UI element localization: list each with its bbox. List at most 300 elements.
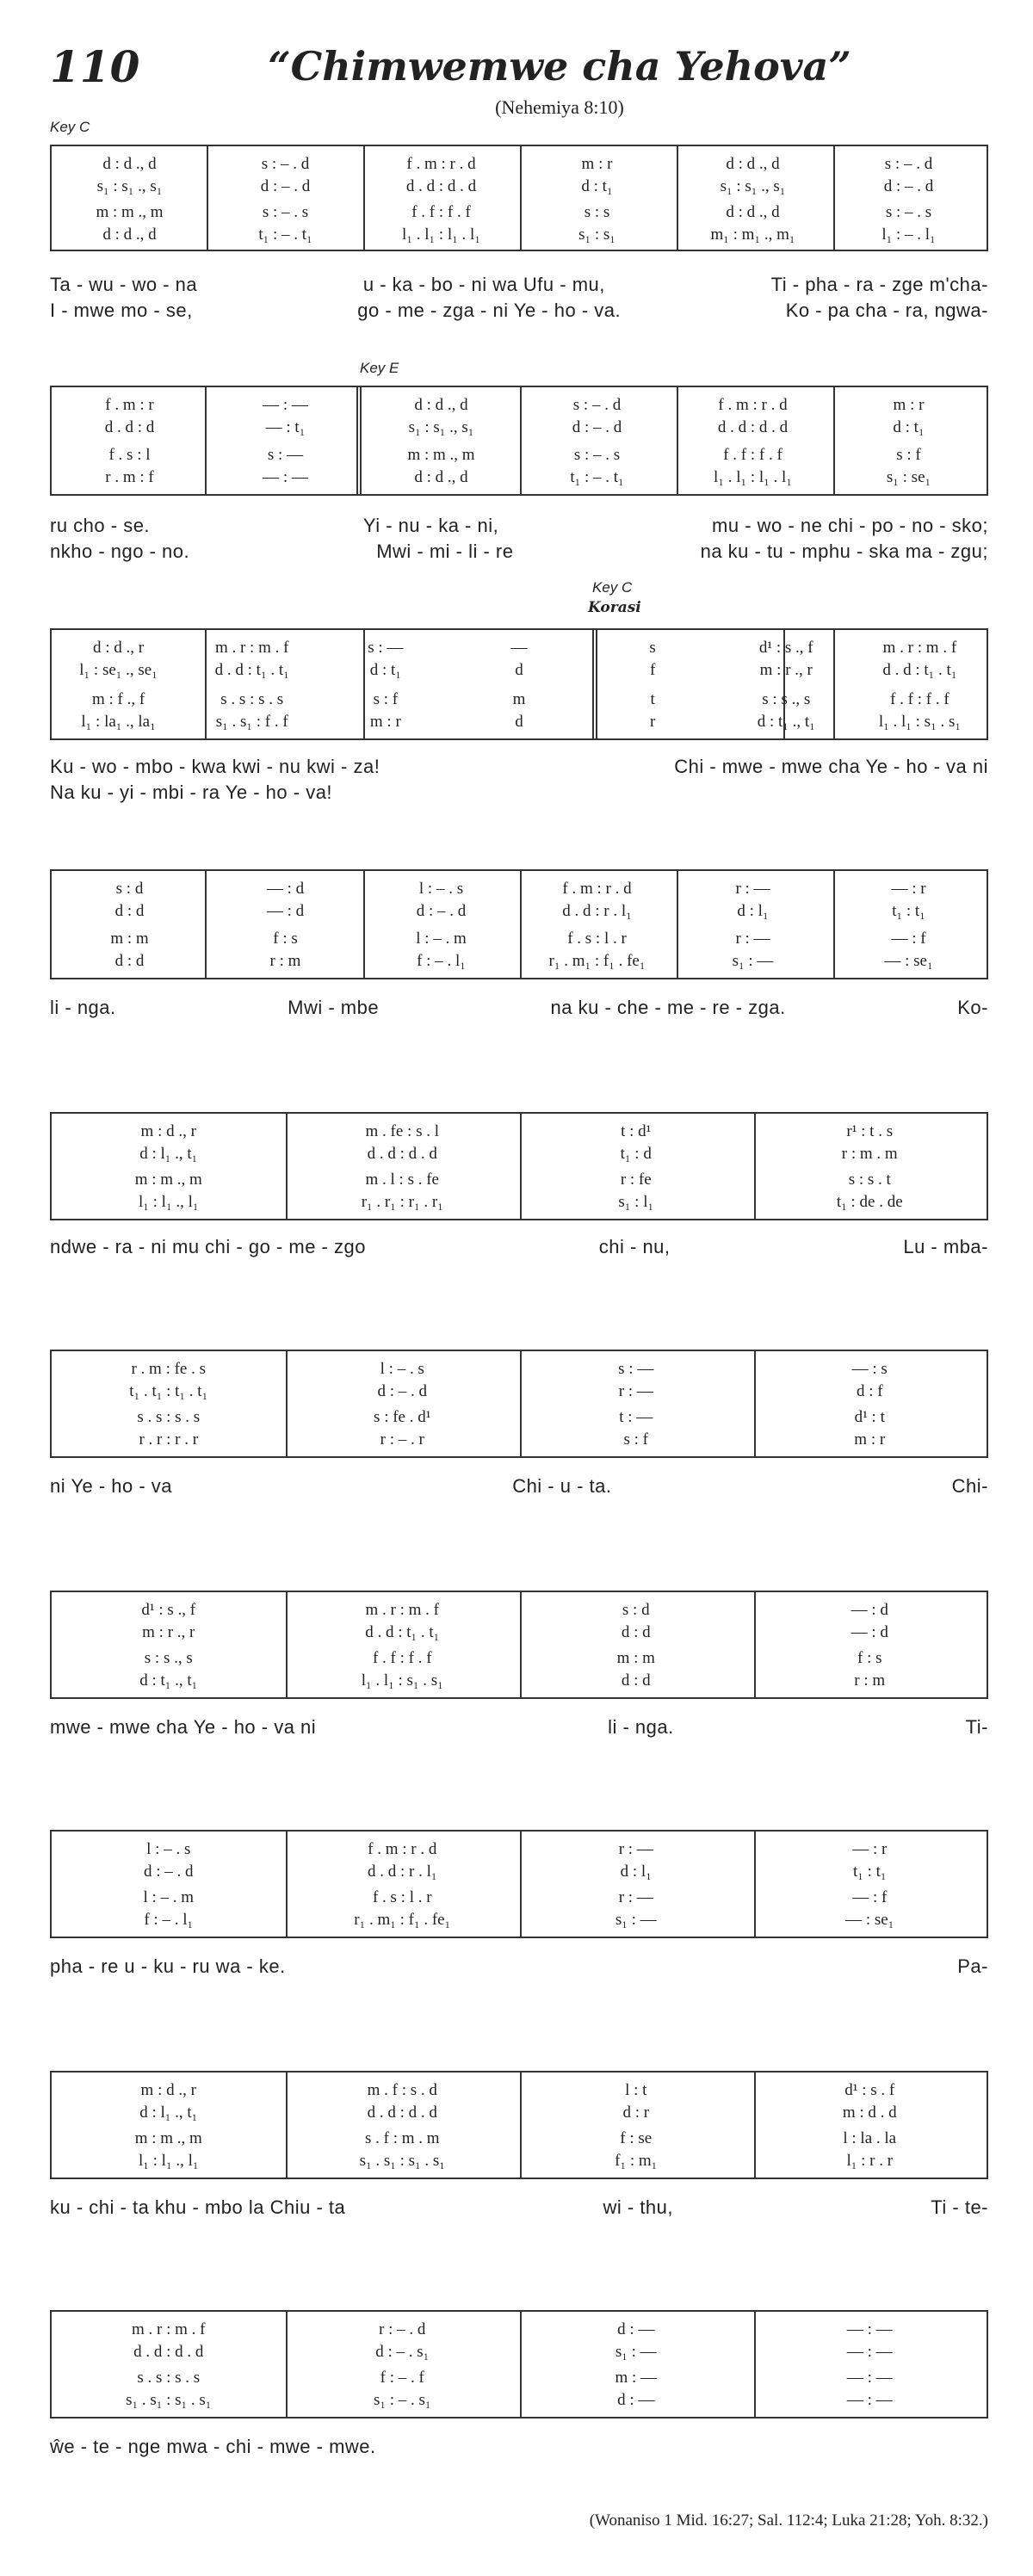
segment: f . f : f . f — [411, 203, 471, 221]
segment: s : f — [623, 1430, 648, 1449]
lyrics-block — [50, 997, 988, 1022]
segment: d : d ., d — [102, 155, 157, 173]
segment: — : f — [891, 930, 926, 948]
segment: s . s : s . s — [220, 690, 284, 708]
segment: — : se₁ — [884, 952, 933, 970]
segment: m : d ., r — [140, 1122, 196, 1140]
segment: m . fe : s . l — [365, 1122, 439, 1140]
segment: s₁ : s₁ ., s₁ — [408, 418, 474, 436]
lyrics-block — [50, 756, 988, 807]
segment: Ko- — [957, 997, 988, 1018]
segment: — : d — [851, 1623, 888, 1641]
segment: t₁ : – . t₁ — [258, 225, 312, 244]
segment: — : s — [851, 1360, 888, 1378]
staff-system — [50, 1591, 988, 1699]
segment: d : – . d — [572, 418, 622, 436]
segment: s : f — [896, 446, 921, 464]
segment: — : — — [263, 396, 308, 414]
segment: s₁ : — — [732, 952, 774, 970]
segment: d : f — [856, 1382, 883, 1400]
segment: f . m : r . d — [368, 1840, 437, 1858]
segment: s₁ : — — [615, 1911, 657, 1929]
solfa-row — [52, 155, 987, 177]
solfa-row — [52, 1430, 987, 1453]
segment: d : d — [621, 1671, 651, 1690]
segment: ndwe - ra - ni mu chi - go - me - zgo — [50, 1236, 366, 1257]
solfa-row — [52, 1408, 987, 1430]
solfa-row — [52, 952, 987, 974]
segment: — : f — [852, 1888, 888, 1906]
segment: I - mwe mo - se, — [50, 300, 193, 321]
solfa-row — [52, 2320, 987, 2343]
korasi-label: Korasi — [588, 599, 641, 616]
solfa-row — [52, 396, 987, 418]
segment: Chi - mwe - mwe cha Ye - ho - va ni — [674, 756, 988, 777]
segment: f . m : r . d — [406, 155, 476, 173]
segment: r₁ . r₁ : r₁ . r₁ — [361, 1193, 443, 1211]
segment: Na ku - yi - mbi - ra Ye - ho - va! — [50, 781, 333, 803]
segment: f . f : f . f — [890, 690, 949, 708]
segment: ku - chi - ta khu - mbo la Chiu - ta — [50, 2196, 346, 2218]
segment: Ti - te- — [931, 2196, 988, 2218]
segment: wi - thu, — [603, 2196, 674, 2218]
segment: m : r — [854, 1430, 886, 1449]
segment: r . m : f — [105, 468, 154, 486]
segment: l₁ : – . l₁ — [881, 225, 936, 244]
segment: t₁ : t₁ — [892, 902, 925, 920]
segment: f . m : r . d — [718, 396, 788, 414]
segment: u - ka - bo - ni wa Ufu - mu, — [362, 274, 605, 295]
segment: d : t₁ ., t₁ — [139, 1671, 198, 1690]
segment: d : d ., d — [414, 468, 468, 486]
segment: m : m — [616, 1649, 655, 1667]
solfa-row — [52, 902, 987, 924]
segment: s₁ . s₁ : s₁ . s₁ — [126, 2391, 212, 2409]
segment: Pa- — [957, 1955, 988, 1977]
solfa-row — [52, 930, 987, 952]
segment: r : — — [618, 1888, 653, 1906]
solfa-row — [52, 418, 987, 441]
segment: ru cho - se. — [50, 515, 151, 536]
key-label: Key C — [50, 119, 90, 135]
segment: f . s : l . r — [372, 1888, 432, 1906]
segment: m : — — [615, 2369, 658, 2387]
segment: Ko - pa cha - ra, ngwa- — [785, 300, 988, 321]
segment: s₁ : se₁ — [886, 468, 931, 486]
segment: d . d : t₁ . t₁ — [365, 1623, 440, 1641]
segment: d : t₁ — [581, 177, 613, 195]
solfa-row — [52, 661, 987, 683]
segment: s . f : m . m — [364, 2129, 440, 2147]
segment: s : fe . d¹ — [374, 1408, 431, 1426]
segment: Chi- — [951, 1475, 988, 1497]
solfa-row — [52, 1382, 987, 1405]
segment: f : – . f — [380, 2369, 424, 2387]
lyric-line — [50, 1716, 988, 1742]
segment: d : l₁ — [737, 902, 769, 920]
segment: f₁ : m₁ — [615, 2152, 658, 2170]
segment: d : r — [622, 2103, 650, 2122]
lyric-line — [50, 300, 988, 325]
segment: l₁ . l₁ : l₁ . l₁ — [714, 468, 792, 486]
lyric-line — [50, 756, 988, 781]
segment: m . r : m . f — [214, 639, 289, 657]
segment: d¹ : s ., f — [141, 1601, 196, 1619]
segment: r : — — [618, 1382, 653, 1400]
hymn-title: “Chimwemwe cha Yehova” — [268, 43, 851, 90]
segment: d : t₁ ., t₁ — [757, 713, 815, 731]
segment: m . r : m . f — [365, 1601, 439, 1619]
segment: d . d : d . d — [133, 2343, 204, 2361]
segment: s — [649, 639, 656, 657]
segment: s₁ : – . s₁ — [373, 2391, 431, 2409]
solfa-row — [52, 446, 987, 468]
segment: s : – . s — [262, 203, 309, 221]
segment: t₁ . t₁ : t₁ . t₁ — [129, 1382, 208, 1400]
segment: t : d¹ — [621, 1122, 652, 1140]
staff-system — [50, 628, 988, 740]
segment: ni Ye - ho - va — [50, 1475, 173, 1497]
segment: s₁ . s₁ : s₁ . s₁ — [359, 2152, 445, 2170]
segment: l₁ . l₁ : s₁ . s₁ — [878, 713, 961, 731]
segment: m . f : s . d — [367, 2081, 437, 2099]
hymn-subtitle: (Nehemiya 8:10) — [495, 96, 624, 118]
segment: l₁ . l₁ : l₁ . l₁ — [402, 225, 480, 244]
segment: d : — — [617, 2391, 655, 2409]
segment: r : — — [735, 880, 770, 898]
segment: d : – . d — [883, 177, 934, 195]
segment: r : — — [735, 930, 770, 948]
segment: d : – . s₁ — [375, 2343, 430, 2361]
segment: s : d — [115, 880, 144, 898]
segment: l : – . m — [416, 930, 467, 948]
solfa-row — [52, 2129, 987, 2152]
segment: s : d — [622, 1601, 650, 1619]
segment: li - nga. — [608, 1716, 674, 1738]
solfa-row — [52, 2081, 987, 2103]
solfa-row — [52, 1122, 987, 1145]
segment: d — [515, 661, 523, 679]
segment: l : – . s — [418, 880, 464, 898]
segment: — : d — [266, 902, 305, 920]
lyric-line — [50, 1955, 988, 1981]
segment: d : d ., d — [726, 155, 780, 173]
segment: — : r — [852, 1840, 888, 1858]
staff-system — [50, 2310, 988, 2418]
segment: Yi - nu - ka - ni, — [362, 515, 499, 536]
lyric-line — [50, 1236, 988, 1262]
segment: f : s — [857, 1649, 882, 1667]
lyric-line — [50, 515, 988, 541]
segment: d¹ : t — [854, 1408, 885, 1426]
segment: l₁ : se₁ ., se₁ — [79, 661, 158, 679]
solfa-row — [52, 1193, 987, 1215]
segment: m . r : m . f — [882, 639, 957, 657]
lyrics-block — [50, 515, 988, 566]
segment: — : — — [846, 2391, 893, 2409]
segment: s₁ : s₁ — [578, 225, 615, 244]
segment: s : — — [618, 1360, 654, 1378]
lyrics-block — [50, 1475, 988, 1501]
segment: mwe - mwe cha Ye - ho - va ni — [50, 1716, 317, 1738]
solfa-row — [52, 1145, 987, 1167]
segment: s₁ : s₁ ., s₁ — [720, 177, 786, 195]
segment: r . m : fe . s — [131, 1360, 207, 1378]
segment: — : d — [851, 1601, 888, 1619]
segment: t₁ : – . t₁ — [570, 468, 624, 486]
segment: f . s : l — [108, 446, 151, 464]
segment: d : d ., d — [414, 396, 468, 414]
segment: s : – . d — [572, 396, 622, 414]
segment: s₁ : — — [615, 2343, 657, 2361]
segment: r₁ . m₁ : f₁ . fe₁ — [548, 952, 646, 970]
segment: r¹ : t . s — [846, 1122, 894, 1140]
segment: s₁ . s₁ : f . f — [215, 713, 288, 731]
segment: Lu - mba- — [903, 1236, 988, 1257]
segment: f — [649, 661, 656, 679]
segment: s₁ : s₁ ., s₁ — [96, 177, 163, 195]
segment: r : m — [269, 952, 301, 970]
segment: d . d : t₁ . t₁ — [882, 661, 957, 679]
segment: d : d — [114, 902, 145, 920]
segment: Ku - wo - mbo - kwa kwi - nu kwi - za! — [50, 756, 380, 777]
segment: r — [649, 713, 656, 731]
segment: s : s . t — [848, 1171, 891, 1189]
segment: Mwi - mi - li - re — [376, 541, 514, 562]
segment: t₁ : d — [620, 1145, 652, 1163]
solfa-row — [52, 1649, 987, 1671]
segment: f . f : f . f — [372, 1649, 432, 1667]
segment: Ti - pha - ra - zge m'cha- — [770, 274, 988, 295]
segment: l₁ : l₁ ., l₁ — [139, 1193, 199, 1211]
segment: d . d : d . d — [367, 2103, 437, 2122]
segment: t₁ : de . de — [836, 1193, 903, 1211]
segment: r : — — [618, 1840, 653, 1858]
segment: r : – . d — [379, 2320, 426, 2338]
segment: m . r : m . f — [132, 2320, 206, 2338]
segment: s : – . d — [261, 155, 310, 173]
segment: — : t₁ — [265, 418, 306, 436]
lyrics-block — [50, 274, 988, 325]
solfa-row — [52, 1888, 987, 1911]
segment: d : – . d — [377, 1382, 428, 1400]
lyric-line — [50, 997, 988, 1022]
segment: s : — — [267, 446, 304, 464]
solfa-row — [52, 1911, 987, 1933]
segment: s : f — [373, 690, 399, 708]
segment: m : m — [110, 930, 149, 948]
segment: l : t — [625, 2081, 647, 2099]
segment: s : s — [584, 203, 610, 221]
segment: d : d ., r — [93, 639, 145, 657]
segment: d : d — [114, 952, 145, 970]
lyrics-block — [50, 1716, 988, 1742]
segment: f . m : r . d — [562, 880, 632, 898]
segment: d : – . d — [143, 1863, 194, 1881]
segment: li - nga. — [50, 997, 116, 1018]
segment: r : m . m — [841, 1145, 898, 1163]
staff-system — [50, 145, 988, 251]
segment: s₁ : l₁ — [618, 1193, 654, 1211]
lyrics-block — [50, 1236, 988, 1262]
solfa-row — [52, 177, 987, 200]
solfa-row — [52, 468, 987, 491]
segment: s : – . d — [884, 155, 933, 173]
segment: pha - re u - ku - ru wa - ke. — [50, 1955, 286, 1977]
segment: s . s : s . s — [137, 1408, 201, 1426]
segment: d¹ : s ., f — [758, 639, 813, 657]
lyrics-block — [50, 2436, 988, 2462]
solfa-row — [52, 225, 987, 248]
segment: m : r — [581, 155, 613, 173]
segment: r : m — [854, 1671, 886, 1690]
segment: m : d . d — [842, 2103, 897, 2122]
segment: d . d : r . l₁ — [562, 902, 632, 920]
segment: d : d — [621, 1623, 651, 1641]
lyric-line — [50, 781, 988, 807]
segment: l : – . m — [143, 1888, 195, 1906]
solfa-row — [52, 1623, 987, 1646]
lyrics-block — [50, 1955, 988, 1981]
segment: d : – . d — [416, 902, 467, 920]
segment: d : t₁ — [893, 418, 925, 436]
segment: d : l₁ — [620, 1863, 652, 1881]
segment: f . s : l . r — [567, 930, 627, 948]
segment: — : — — [846, 2320, 893, 2338]
segment: m : m ., m — [134, 2129, 202, 2147]
segment: Ta - wu - wo - na — [50, 274, 198, 295]
segment: na ku - che - me - re - zga. — [550, 997, 786, 1018]
key-label: Key C — [592, 579, 633, 596]
segment: d . d : d . d — [405, 177, 477, 195]
lyric-line — [50, 1475, 988, 1501]
segment: m : m ., m — [96, 203, 164, 221]
staff-system — [50, 2071, 988, 2179]
segment: t — [650, 690, 655, 708]
segment: f : s — [273, 930, 298, 948]
segment: l₁ . l₁ : s₁ . s₁ — [361, 1671, 443, 1690]
staff-system — [50, 869, 988, 979]
segment: t : — — [619, 1408, 653, 1426]
solfa-row — [52, 1671, 987, 1694]
segment: d . d : d . d — [717, 418, 789, 436]
segment: l₁ : r . r — [846, 2152, 894, 2170]
segment: m — [512, 690, 526, 708]
segment: — : r — [891, 880, 926, 898]
segment: m : r ., r — [759, 661, 813, 679]
solfa-row — [52, 2343, 987, 2365]
segment: Mwi - mbe — [288, 997, 380, 1018]
segment: m : r — [893, 396, 925, 414]
segment: d : l₁ ., t₁ — [139, 1145, 198, 1163]
segment: m : d ., r — [140, 2081, 196, 2099]
segment: — : — — [846, 2343, 893, 2361]
segment: d : d ., d — [102, 225, 157, 244]
segment: m : r — [369, 713, 401, 731]
solfa-row — [52, 1171, 987, 1193]
solfa-row — [52, 713, 987, 735]
staff-system — [50, 1830, 988, 1938]
segment: d . d : r . l₁ — [367, 1863, 437, 1881]
lyric-line — [50, 2196, 988, 2222]
segment: ŵe - te - nge mwa - chi - mwe - mwe. — [50, 2436, 376, 2457]
segment: t₁ : t₁ — [852, 1863, 887, 1881]
key-label: Key E — [360, 360, 399, 376]
segment: nkho - ngo - no. — [50, 541, 190, 562]
segment: s : – . s — [573, 446, 621, 464]
solfa-row — [52, 2369, 987, 2391]
segment: m₁ : m₁ ., m₁ — [710, 225, 795, 244]
solfa-row — [52, 1601, 987, 1623]
segment: s : s ., s — [144, 1649, 193, 1667]
solfa-row — [52, 203, 987, 225]
segment: — : — — [263, 468, 308, 486]
solfa-row — [52, 880, 987, 902]
lyrics-block — [50, 2196, 988, 2222]
segment: d : — — [617, 2320, 655, 2338]
segment: d¹ : s . f — [844, 2081, 895, 2099]
solfa-row — [52, 1863, 987, 1885]
hymn-number: 110 — [50, 41, 140, 92]
solfa-row — [52, 639, 987, 661]
segment: l : – . s — [146, 1840, 191, 1858]
segment: f : – . l₁ — [144, 1911, 194, 1929]
segment: d : l₁ ., t₁ — [139, 2103, 198, 2122]
segment: s : — — [368, 639, 404, 657]
solfa-row — [52, 2103, 987, 2126]
lyric-line — [50, 2436, 988, 2462]
scripture-reference: (Wonaniso 1 Mid. 16:27; Sal. 112:4; Luka 21:28; Yoh. 8:32.) — [589, 2511, 988, 2530]
segment: f : se — [620, 2129, 653, 2147]
segment: m : r ., r — [142, 1623, 195, 1641]
solfa-row — [52, 2391, 987, 2413]
segment: s : s ., s — [762, 690, 811, 708]
segment: f . f : f . f — [723, 446, 782, 464]
segment: — — [510, 639, 528, 657]
segment: r . r : r . r — [139, 1430, 199, 1449]
staff-system — [50, 1112, 988, 1220]
segment: — : d — [266, 880, 305, 898]
segment: l : – . s — [380, 1360, 424, 1378]
segment: r₁ . m₁ : f₁ . fe₁ — [354, 1911, 451, 1929]
segment: na ku - tu - mphu - ska ma - zgu; — [700, 541, 988, 562]
segment: d : – . d — [260, 177, 311, 195]
lyric-line — [50, 274, 988, 300]
segment: go - me - zga - ni Ye - ho - va. — [357, 300, 622, 321]
segment: m : m ., m — [134, 1171, 202, 1189]
solfa-row — [52, 690, 987, 713]
segment: — : se₁ — [845, 1911, 894, 1929]
staff-system — [50, 386, 988, 496]
staff-system — [50, 1350, 988, 1458]
segment: Ti- — [965, 1716, 988, 1738]
segment: s . s : s . s — [137, 2369, 201, 2387]
segment: r : fe — [620, 1171, 652, 1189]
segment: d : t₁ — [369, 661, 401, 679]
segment: — : — — [846, 2369, 893, 2387]
solfa-row — [52, 1360, 987, 1382]
segment: f : – . l₁ — [417, 952, 466, 970]
segment: m . l : s . fe — [365, 1171, 439, 1189]
segment: f . m : r — [105, 396, 154, 414]
segment: l : la . la — [843, 2129, 897, 2147]
segment: Chi - u - ta. — [512, 1475, 612, 1497]
solfa-row — [52, 2152, 987, 2174]
lyric-line — [50, 541, 988, 566]
segment: d . d : d — [104, 418, 155, 436]
segment: l₁ : l₁ ., l₁ — [139, 2152, 199, 2170]
segment: chi - nu, — [598, 1236, 671, 1257]
